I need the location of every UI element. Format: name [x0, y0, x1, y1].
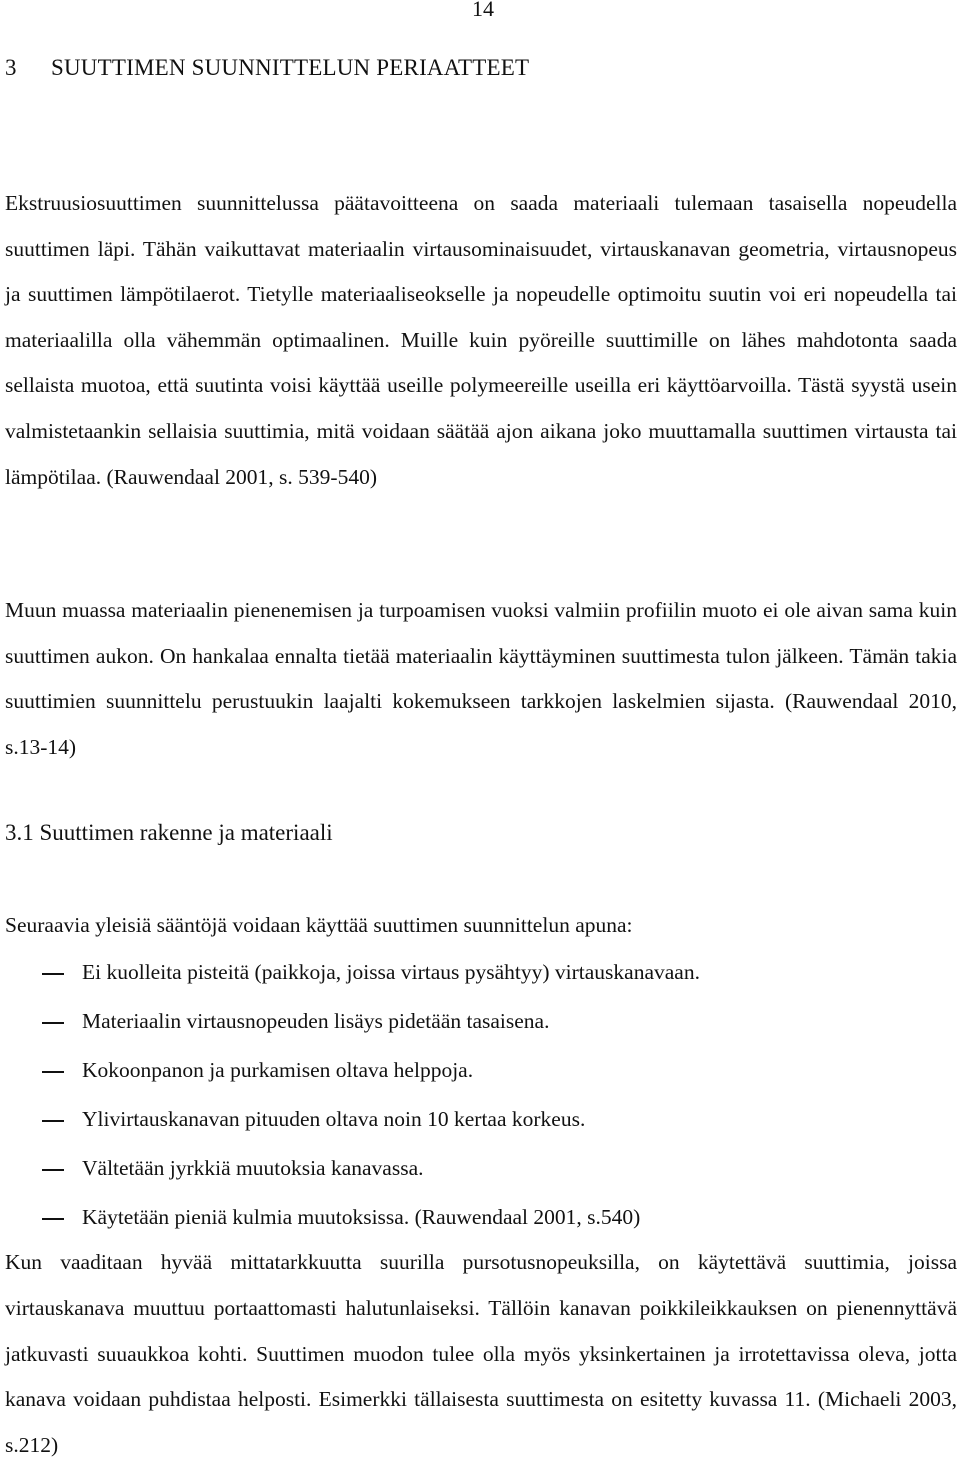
dash-bullet: [42, 1022, 64, 1024]
list-item: [5, 1146, 957, 1195]
list-item-text: Vältetään jyrkkiä muutoksia kanavassa.: [82, 1156, 424, 1180]
list-item: [5, 1097, 957, 1146]
paragraph-rules-intro: [5, 903, 957, 949]
dash-bullet: [42, 1071, 64, 1073]
list-item: [5, 1048, 957, 1097]
chapter-title: SUUTTIMEN SUUNNITTELUN PERIAATTEET: [51, 55, 530, 80]
paragraph-text: Seuraavia yleisiä sääntöjä voidaan käyttää suuttimen suunnittelun apuna:: [5, 913, 633, 937]
page-number: 14: [472, 0, 494, 21]
chapter-heading: [5, 55, 529, 81]
list-item-text: Käytetään pieniä kulmia muutoksissa. (Rauwendaal 2001, s.540): [82, 1205, 641, 1229]
paragraph-die-design: [5, 1240, 957, 1469]
paragraph-text: Kun vaaditaan hyvää mittatarkkuutta suurilla pursotusnopeuksilla, on käytettävä suuttimia, joissa virtauskanava muuttuu portaattomasti halutunlaiseksi. Tällöin kanavan poikkileikkauksen on pienennyttävä jatkuvasti suuaukkoa kohti. Suuttimen muodon tulee olla myös yksinkertainen ja irrotettavissa oleva, jotta kanava voidaan puhdistaa helposti. Esimerkki tällaisesta suuttimesta on esitetty kuvassa 11. (Michaeli 2003, s.212): [5, 1250, 957, 1458]
dash-bullet: [42, 1218, 64, 1220]
list-item-text: Kokoonpanon ja purkamisen oltava helppoja.: [82, 1058, 474, 1082]
list-item: [5, 950, 957, 999]
chapter-number: 3: [5, 55, 17, 80]
list-item-text: Ylivirtauskanavan pituuden oltava noin 10 kertaa korkeus.: [82, 1107, 586, 1131]
list-item-text: Ei kuolleita pisteitä (paikkoja, joissa virtaus pysähtyy) virtauskanavaan.: [82, 960, 700, 984]
list-item: [5, 1195, 957, 1244]
dash-bullet: [42, 973, 64, 975]
paragraph-intro: [5, 181, 957, 500]
list-item-text: Materiaalin virtausnopeuden lisäys pidetään tasaisena.: [82, 1009, 550, 1033]
dash-bullet: [42, 1120, 64, 1122]
paragraph-text: Ekstruusiosuuttimen suunnittelussa päätavoitteena on saada materiaali tulemaan tasaisella nopeudella suuttimen läpi. Tähän vaikuttavat materiaalin virtausominaisuudet, virtauskanavan geometria, virtausnopeus ja suuttimen lämpötilaerot. Tietylle materiaaliseokselle ja nopeudelle optimoitu suutin voi eri nopeudella tai materiaalilla olla vähemmän optimaalinen. Muille kuin pyöreille suuttimille on lähes mahdotonta saada sellaista muotoa, että suutinta voisi käyttää useille polymeereille useilla eri käyttöarvoilla. Tästä syystä usein valmistetaankin sellaisia suuttimia, mitä voidaan säätää ajon aikana joko muuttamalla suuttimen virtausta tai lämpötilaa. (Rauwendaal 2001, s. 539-540): [5, 191, 957, 489]
paragraph-profile-shape: [5, 588, 957, 770]
section-heading: 3.1 Suuttimen rakenne ja materiaali: [5, 820, 333, 845]
rules-list: [5, 950, 957, 1244]
paragraph-text: Muun muassa materiaalin pienenemisen ja turpoamisen vuoksi valmiin profiilin muoto ei ole aivan sama kuin suuttimen aukon. On hankalaa ennalta tietää materiaalin käyttäyminen suuttimesta tulon jälkeen. Tämän takia suuttimien suunnittelu perustuukin laajalti kokemukseen tarkkojen laskelmien sijasta. (Rauwendaal 2010, s.13-14): [5, 598, 957, 759]
list-item: [5, 999, 957, 1048]
dash-bullet: [42, 1169, 64, 1171]
